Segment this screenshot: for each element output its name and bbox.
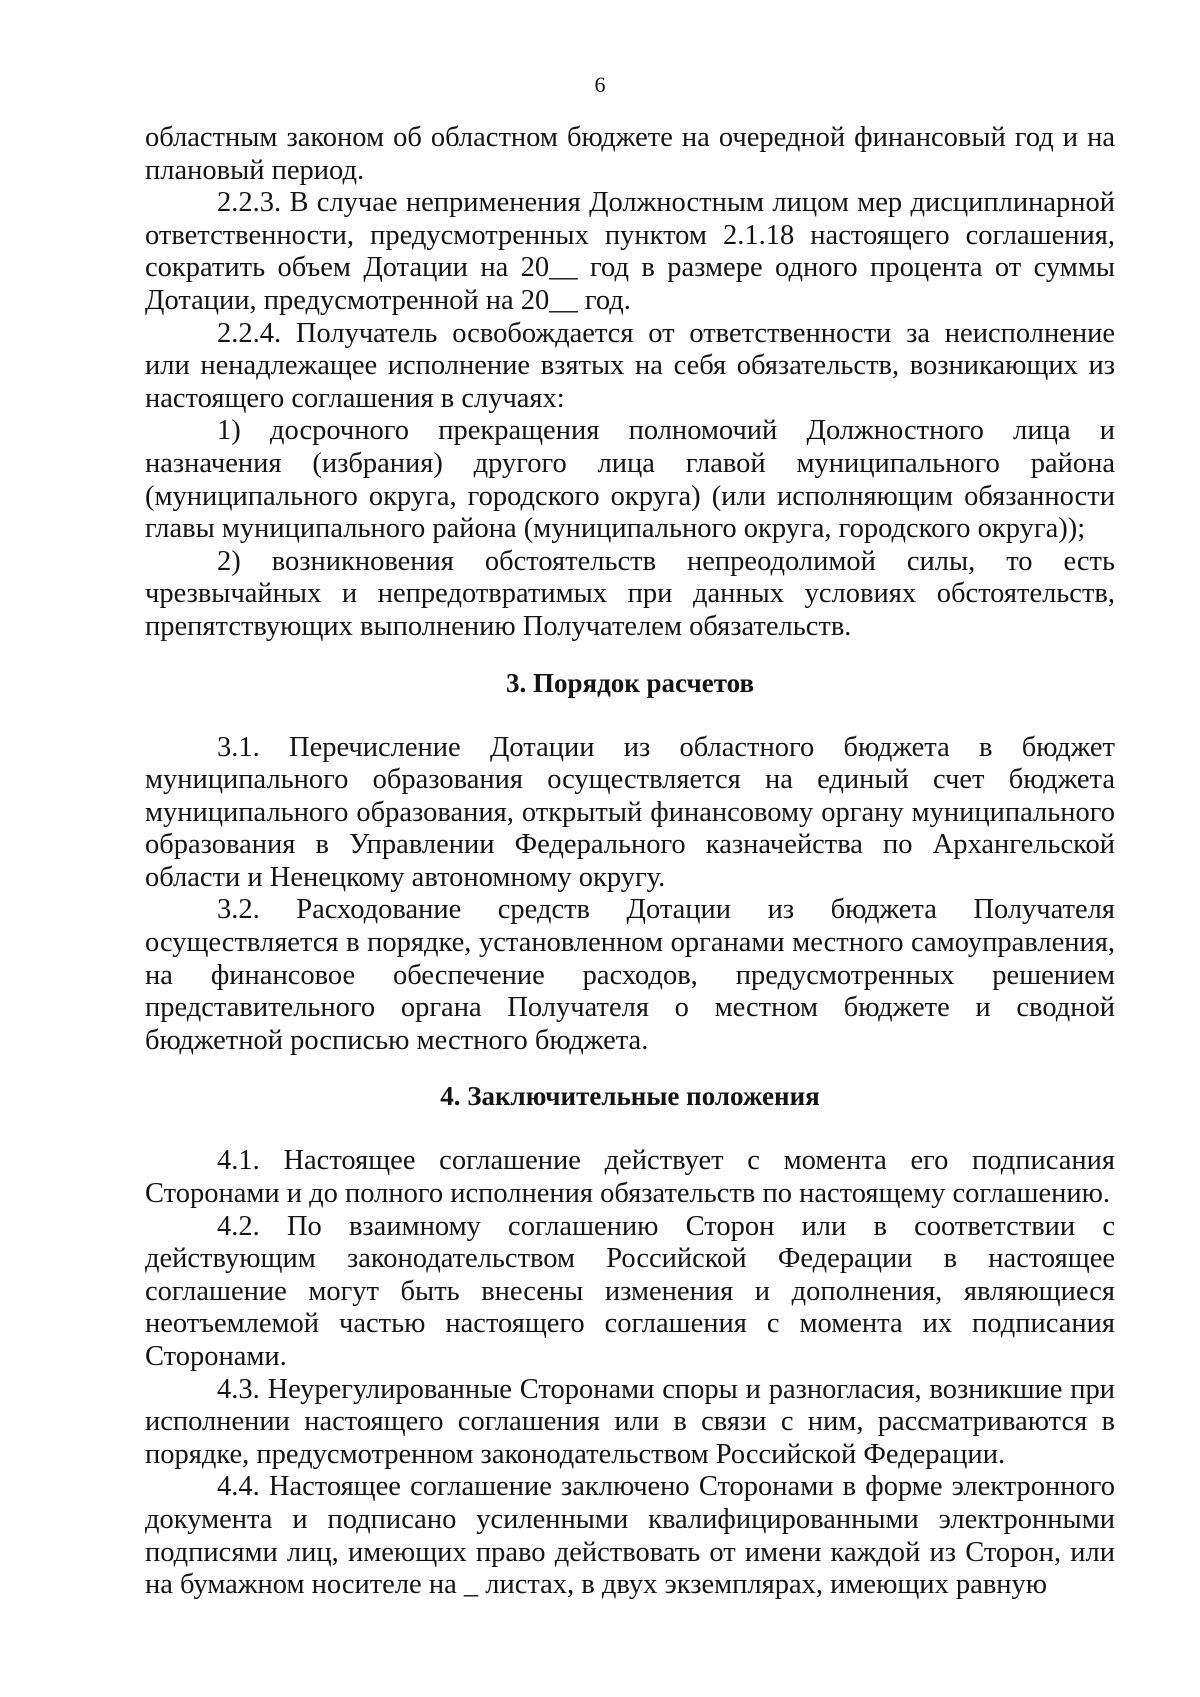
- paragraph-3-1: 3.1. Перечисление Дотации из областного бюджета в бюджет муниципального образования осуществляется на единый счет бюджета муниципального образования, открытый финансовому органу муниципального образования в Управлении Федерального казначейства по Архангельской области и Ненецкому автономному округу.: [145, 731, 1115, 893]
- paragraph-2-2-3: 2.2.3. В случае неприменения Должностным лицом мер дисциплинарной ответственности, предусмотренных пунктом 2.1.18 настоящего соглашения, сократить объем Дотации на 20__ год в размере одного процента от суммы Дотации, предусмотренной на 20__ год.: [145, 187, 1115, 316]
- list-item-1: 1) досрочного прекращения полномочий Должностного лица и назначения (избрания) другого лица главой муниципального района (муниципального округа, городского округа) (или исполняющим обязанности главы муниципального района (муниципального округа, городского округа));: [145, 415, 1115, 545]
- paragraph-2-2-4: 2.2.4. Получатель освобождается от ответственности за неисполнение или ненадлежащее исполнение взятых на себя обязательств, возникающих из настоящего соглашения в случаях:: [145, 317, 1115, 414]
- paragraph-continuation: областным законом об областном бюджете на очередной финансовый год и на плановый период.: [145, 122, 1115, 186]
- list-item-2: 2) возникновения обстоятельств непреодолимой силы, то есть чрезвычайных и непредотвратимых при данных условиях обстоятельств, препятствующих выполнению Получателем обязательств.: [145, 545, 1115, 642]
- document-body: [145, 122, 1115, 1602]
- paragraph-4-4: 4.4. Настоящее соглашение заключено Сторонами в форме электронного документа и подписано усиленными квалифицированными электронными подписями лиц, имеющих право действовать от имени каждой из Сторон, или на бумажном носителе на _ листах, в двух экземплярах, имеющих равную: [145, 1471, 1115, 1601]
- paragraph-4-2: 4.2. По взаимному соглашению Сторон или в соответствии с действующим законодательством Российской Федерации в настоящее соглашение могут быть внесены изменения и дополнения, являющиеся неотъемлемой частью настоящего соглашения с момента их подписания Сторонами.: [145, 1210, 1115, 1372]
- page-number: 6: [594, 72, 606, 97]
- section-4-heading: 4. Заключительные положения: [440, 1081, 820, 1112]
- paragraph-4-3: 4.3. Неурегулированные Сторонами споры и разногласия, возникшие при исполнении настоящего соглашения или в связи с ним, рассматриваются в порядке, предусмотренном законодательством Российской Федерации.: [145, 1373, 1115, 1470]
- paragraph-3-2: 3.2. Расходование средств Дотации из бюджета Получателя осуществляется в порядке, установленном органами местного самоуправления, на финансовое обеспечение расходов, предусмотренных решением представительного органа Получателя о местном бюджете и сводной бюджетной росписью местного бюджета.: [145, 894, 1115, 1056]
- section-3-heading: 3. Порядок расчетов: [505, 667, 755, 698]
- paragraph-4-1: 4.1. Настоящее соглашение действует с момента его подписания Сторонами и до полного исполнения обязательств по настоящему соглашению.: [145, 1145, 1115, 1210]
